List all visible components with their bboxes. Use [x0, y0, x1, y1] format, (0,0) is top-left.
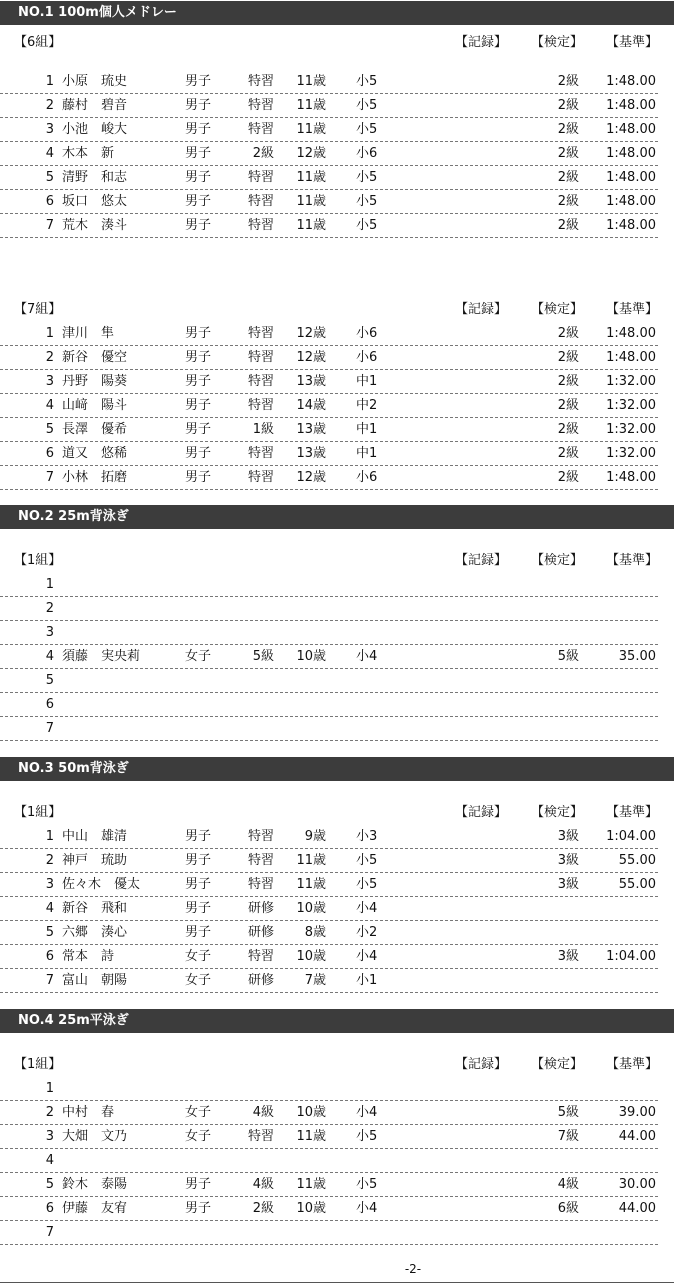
standard-time: 1:04.00 [606, 949, 656, 964]
swimmer-name: 荒木 湊斗 [62, 218, 128, 233]
test-grade: 7級 [557, 1129, 579, 1144]
school-year: 小5 [356, 122, 378, 137]
standard-time: 1:48.00 [606, 122, 656, 137]
lane-number: 3 [45, 122, 54, 137]
lane-number: 6 [45, 446, 54, 461]
table-row [0, 167, 658, 190]
table-row [0, 71, 658, 94]
standard-time: 55.00 [618, 877, 656, 892]
table-row [0, 826, 658, 849]
gender: 男子 [185, 446, 212, 461]
gender: 男子 [185, 901, 212, 916]
standard-header: 【基準】 [606, 302, 659, 317]
event-header [0, 757, 674, 781]
current-grade: 特習 [247, 194, 274, 209]
school-year: 小5 [356, 218, 378, 233]
current-grade: 4級 [252, 1105, 274, 1120]
record-header: 【記録】 [455, 553, 508, 568]
school-year: 中1 [356, 374, 378, 389]
age: 10歳 [296, 1105, 326, 1120]
standard-time: 44.00 [618, 1201, 656, 1216]
gender: 男子 [185, 853, 212, 868]
school-year: 小5 [356, 853, 378, 868]
test-grade: 2級 [557, 422, 579, 437]
lane-number: 6 [45, 1201, 54, 1216]
standard-time: 1:48.00 [606, 170, 656, 185]
test-header: 【検定】 [531, 302, 584, 317]
lane-number: 5 [45, 925, 54, 940]
age: 10歳 [296, 901, 326, 916]
standard-time: 1:48.00 [606, 194, 656, 209]
current-grade: 特習 [247, 470, 274, 485]
swimmer-name: 新谷 優空 [62, 350, 128, 365]
swimmer-name: 木本 新 [62, 146, 115, 161]
standard-header: 【基準】 [606, 1057, 659, 1072]
lane-number: 5 [45, 170, 54, 185]
swimmer-name: 中村 春 [62, 1105, 115, 1120]
current-grade: 特習 [247, 326, 274, 341]
lane-number: 3 [45, 374, 54, 389]
swimmer-name: 長澤 優希 [62, 422, 128, 437]
school-year: 小2 [356, 925, 378, 940]
school-year: 小5 [356, 74, 378, 89]
age: 11歳 [296, 194, 326, 209]
table-row [0, 95, 658, 118]
test-header: 【検定】 [531, 1057, 584, 1072]
table-row [0, 970, 658, 993]
school-year: 小1 [356, 973, 378, 988]
swimmer-name: 伊藤 友宥 [62, 1201, 128, 1216]
table-row [0, 850, 658, 873]
gender: 男子 [185, 122, 212, 137]
group-header-row [0, 32, 674, 54]
swimmer-name: 清野 和志 [62, 170, 128, 185]
test-grade: 2級 [557, 170, 579, 185]
current-grade: 研修 [247, 925, 274, 940]
record-header: 【記録】 [455, 805, 508, 820]
test-grade: 2級 [557, 122, 579, 137]
age: 11歳 [296, 218, 326, 233]
lane-number: 1 [45, 1081, 54, 1096]
age: 11歳 [296, 122, 326, 137]
lane-number: 5 [45, 1177, 54, 1192]
table-row [0, 898, 658, 921]
table-row [0, 191, 658, 214]
school-year: 小3 [356, 829, 378, 844]
record-header: 【記録】 [455, 302, 508, 317]
standard-time: 35.00 [618, 649, 656, 664]
current-grade: 特習 [247, 98, 274, 113]
swimmer-name: 坂口 悠太 [62, 194, 128, 209]
gender: 男子 [185, 398, 212, 413]
gender: 女子 [185, 1129, 212, 1144]
current-grade: 研修 [247, 901, 274, 916]
age: 11歳 [296, 1177, 326, 1192]
gender: 女子 [185, 649, 212, 664]
lane-number: 7 [45, 470, 54, 485]
gender: 男子 [185, 1177, 212, 1192]
standard-time: 39.00 [618, 1105, 656, 1120]
age: 11歳 [296, 170, 326, 185]
current-grade: 特習 [247, 877, 274, 892]
school-year: 小6 [356, 470, 378, 485]
test-grade: 3級 [557, 853, 579, 868]
lane-number: 3 [45, 625, 54, 640]
current-grade: 特習 [247, 122, 274, 137]
lane-number: 2 [45, 1105, 54, 1120]
group-header-row [0, 550, 674, 572]
age: 10歳 [296, 649, 326, 664]
test-grade: 2級 [557, 374, 579, 389]
swimmer-name: 小林 拓磨 [62, 470, 128, 485]
standard-header: 【基準】 [606, 35, 659, 50]
table-row [0, 323, 658, 346]
standard-time: 1:32.00 [606, 422, 656, 437]
gender: 女子 [185, 949, 212, 964]
swimmer-name: 鈴木 泰陽 [62, 1177, 128, 1192]
standard-time: 1:48.00 [606, 146, 656, 161]
lane-number: 6 [45, 194, 54, 209]
age: 13歳 [296, 446, 326, 461]
lane-number: 5 [45, 673, 54, 688]
group-header-row [0, 299, 674, 321]
test-grade: 6級 [557, 1201, 579, 1216]
swimmer-name: 津川 隼 [62, 326, 115, 341]
school-year: 小6 [356, 326, 378, 341]
age: 8歳 [304, 925, 326, 940]
standard-time: 1:32.00 [606, 374, 656, 389]
swimmer-name: 山﨑 陽斗 [62, 398, 128, 413]
current-grade: 1級 [252, 422, 274, 437]
test-grade: 2級 [557, 446, 579, 461]
table-row [0, 395, 658, 418]
test-grade: 3級 [557, 877, 579, 892]
event-header [0, 505, 674, 529]
swimmer-name: 神戸 琉助 [62, 853, 128, 868]
group-label: 【1組】 [14, 1057, 62, 1072]
age: 12歳 [296, 146, 326, 161]
lane-number: 4 [45, 901, 54, 916]
standard-time: 1:32.00 [606, 398, 656, 413]
age: 11歳 [296, 877, 326, 892]
age: 12歳 [296, 470, 326, 485]
table-row [0, 215, 658, 238]
test-grade: 2級 [557, 194, 579, 209]
test-grade: 2級 [557, 146, 579, 161]
lane-number: 1 [45, 577, 54, 592]
school-year: 小5 [356, 194, 378, 209]
table-row [0, 1078, 658, 1101]
lane-number: 4 [45, 146, 54, 161]
gender: 男子 [185, 194, 212, 209]
lane-number: 4 [45, 1153, 54, 1168]
lane-number: 1 [45, 74, 54, 89]
test-grade: 3級 [557, 829, 579, 844]
current-grade: 研修 [247, 973, 274, 988]
gender: 男子 [185, 146, 212, 161]
swimmer-name: 須藤 実央莉 [62, 649, 141, 664]
standard-time: 44.00 [618, 1129, 656, 1144]
gender: 男子 [185, 98, 212, 113]
event-title: NO.4 25m平泳ぎ [18, 1013, 129, 1028]
lane-number: 1 [45, 326, 54, 341]
lane-number: 6 [45, 697, 54, 712]
standard-time: 1:32.00 [606, 446, 656, 461]
gender: 男子 [185, 326, 212, 341]
table-row [0, 1126, 658, 1149]
test-grade: 2級 [557, 218, 579, 233]
swimmer-name: 新谷 飛和 [62, 901, 128, 916]
age: 12歳 [296, 350, 326, 365]
age: 13歳 [296, 422, 326, 437]
age: 13歳 [296, 374, 326, 389]
standard-time: 1:48.00 [606, 470, 656, 485]
table-row [0, 946, 658, 969]
page-number: -2- [404, 1262, 422, 1276]
event-header [0, 1, 674, 25]
gender: 男子 [185, 829, 212, 844]
lane-number: 5 [45, 422, 54, 437]
test-grade: 5級 [557, 649, 579, 664]
gender: 男子 [185, 74, 212, 89]
current-grade: 特習 [247, 374, 274, 389]
swimmer-name: 小原 琉史 [62, 74, 128, 89]
test-grade: 3級 [557, 949, 579, 964]
current-grade: 特習 [247, 1129, 274, 1144]
lane-number: 3 [45, 1129, 54, 1144]
current-grade: 5級 [252, 649, 274, 664]
table-row [0, 1222, 658, 1245]
test-grade: 2級 [557, 350, 579, 365]
table-row [0, 371, 658, 394]
current-grade: 2級 [252, 1201, 274, 1216]
lane-number: 2 [45, 350, 54, 365]
swimmer-name: 丹野 陽葵 [62, 374, 128, 389]
table-row [0, 694, 658, 717]
swimmer-name: 六郷 湊心 [62, 925, 128, 940]
current-grade: 4級 [252, 1177, 274, 1192]
swimmer-name: 富山 朝陽 [62, 973, 128, 988]
school-year: 小4 [356, 901, 378, 916]
table-row [0, 922, 658, 945]
table-row [0, 1102, 658, 1125]
group-label: 【1組】 [14, 805, 62, 820]
standard-time: 30.00 [618, 1177, 656, 1192]
gender: 男子 [185, 170, 212, 185]
lane-number: 3 [45, 877, 54, 892]
lane-number: 4 [45, 398, 54, 413]
table-row [0, 646, 658, 669]
standard-time: 1:48.00 [606, 350, 656, 365]
school-year: 小5 [356, 1129, 378, 1144]
gender: 男子 [185, 350, 212, 365]
school-year: 小5 [356, 170, 378, 185]
age: 9歳 [304, 829, 326, 844]
age: 14歳 [296, 398, 326, 413]
test-header: 【検定】 [531, 35, 584, 50]
group-header-row [0, 1054, 674, 1076]
test-grade: 2級 [557, 98, 579, 113]
group-label: 【6組】 [14, 35, 62, 50]
table-row [0, 419, 658, 442]
lane-number: 7 [45, 1225, 54, 1240]
current-grade: 特習 [247, 74, 274, 89]
standard-time: 55.00 [618, 853, 656, 868]
lane-number: 2 [45, 601, 54, 616]
standard-time: 1:48.00 [606, 74, 656, 89]
test-grade: 2級 [557, 74, 579, 89]
swimmer-name: 藤村 碧音 [62, 98, 128, 113]
test-header: 【検定】 [531, 805, 584, 820]
school-year: 小4 [356, 649, 378, 664]
school-year: 小4 [356, 949, 378, 964]
standard-time: 1:04.00 [606, 829, 656, 844]
table-row [0, 1150, 658, 1173]
age: 11歳 [296, 1129, 326, 1144]
school-year: 小4 [356, 1201, 378, 1216]
gender: 男子 [185, 218, 212, 233]
gender: 男子 [185, 470, 212, 485]
table-row [0, 622, 658, 645]
test-grade: 5級 [557, 1105, 579, 1120]
table-row [0, 598, 658, 621]
group-header-row [0, 802, 674, 824]
school-year: 中1 [356, 446, 378, 461]
current-grade: 特習 [247, 829, 274, 844]
lane-number: 2 [45, 98, 54, 113]
lane-number: 6 [45, 949, 54, 964]
standard-time: 1:48.00 [606, 98, 656, 113]
gender: 男子 [185, 925, 212, 940]
swimmer-name: 大畑 文乃 [62, 1129, 128, 1144]
age: 7歳 [304, 973, 326, 988]
test-grade: 2級 [557, 398, 579, 413]
school-year: 小6 [356, 350, 378, 365]
standard-header: 【基準】 [606, 805, 659, 820]
gender: 男子 [185, 877, 212, 892]
group-label: 【1組】 [14, 553, 62, 568]
table-row [0, 574, 658, 597]
event-title: NO.3 50m背泳ぎ [18, 761, 129, 776]
gender: 男子 [185, 374, 212, 389]
standard-time: 1:48.00 [606, 218, 656, 233]
current-grade: 特習 [247, 170, 274, 185]
event-title: NO.2 25m背泳ぎ [18, 509, 129, 524]
gender: 男子 [185, 422, 212, 437]
school-year: 小5 [356, 98, 378, 113]
standard-time: 1:48.00 [606, 326, 656, 341]
test-grade: 2級 [557, 326, 579, 341]
table-row [0, 467, 658, 490]
standard-header: 【基準】 [606, 553, 659, 568]
age: 11歳 [296, 98, 326, 113]
current-grade: 特習 [247, 949, 274, 964]
age: 11歳 [296, 853, 326, 868]
school-year: 小5 [356, 877, 378, 892]
group-label: 【7組】 [14, 302, 62, 317]
lane-number: 4 [45, 649, 54, 664]
table-row [0, 347, 658, 370]
footer-divider [0, 1282, 674, 1283]
school-year: 中2 [356, 398, 378, 413]
table-row [0, 143, 658, 166]
swimmer-name: 中山 雄清 [62, 829, 128, 844]
lane-number: 7 [45, 721, 54, 736]
school-year: 小6 [356, 146, 378, 161]
record-header: 【記録】 [455, 1057, 508, 1072]
event-title: NO.1 100m個人メドレー [18, 5, 177, 20]
age: 10歳 [296, 1201, 326, 1216]
school-year: 小5 [356, 1177, 378, 1192]
gender: 女子 [185, 1105, 212, 1120]
lane-number: 7 [45, 973, 54, 988]
current-grade: 特習 [247, 446, 274, 461]
lane-number: 1 [45, 829, 54, 844]
school-year: 中1 [356, 422, 378, 437]
table-row [0, 443, 658, 466]
lane-number: 2 [45, 853, 54, 868]
current-grade: 2級 [252, 146, 274, 161]
age: 12歳 [296, 326, 326, 341]
lane-number: 7 [45, 218, 54, 233]
table-row [0, 874, 658, 897]
age: 11歳 [296, 74, 326, 89]
current-grade: 特習 [247, 218, 274, 233]
table-row [0, 1198, 658, 1221]
gender: 男子 [185, 1201, 212, 1216]
event-header [0, 1009, 674, 1033]
table-row [0, 119, 658, 142]
table-row [0, 670, 658, 693]
current-grade: 特習 [247, 398, 274, 413]
gender: 女子 [185, 973, 212, 988]
table-row [0, 718, 658, 741]
test-header: 【検定】 [531, 553, 584, 568]
swimmer-name: 道又 悠稀 [62, 446, 128, 461]
school-year: 小4 [356, 1105, 378, 1120]
record-header: 【記録】 [455, 35, 508, 50]
test-grade: 4級 [557, 1177, 579, 1192]
swimmer-name: 佐々木 優太 [62, 877, 141, 892]
current-grade: 特習 [247, 350, 274, 365]
test-grade: 2級 [557, 470, 579, 485]
swimmer-name: 常本 詩 [62, 949, 115, 964]
swimmer-name: 小池 峻大 [62, 122, 128, 137]
table-row [0, 1174, 658, 1197]
current-grade: 特習 [247, 853, 274, 868]
age: 10歳 [296, 949, 326, 964]
